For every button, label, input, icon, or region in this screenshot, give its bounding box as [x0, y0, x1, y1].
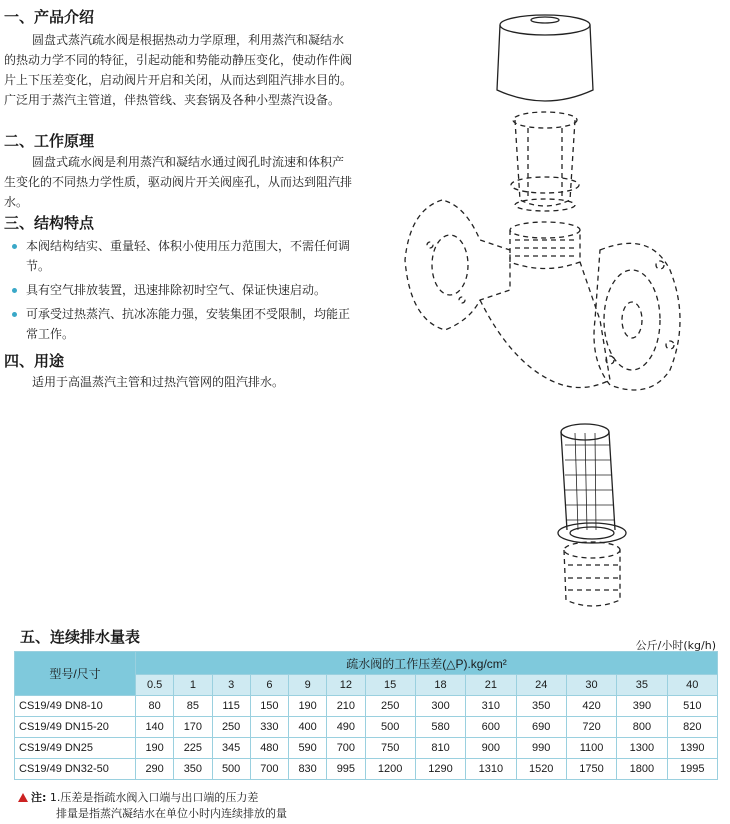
- value-cell: 1390: [667, 738, 717, 759]
- value-cell: 900: [466, 738, 516, 759]
- table-row: [15, 717, 718, 738]
- table-row: [15, 738, 718, 759]
- value-cell: 300: [415, 696, 465, 717]
- value-cell: 480: [250, 738, 288, 759]
- section-title-table: 五、连续排水量表: [20, 628, 141, 646]
- note-label: 注:: [31, 791, 47, 804]
- pressure-header: 30: [566, 675, 616, 696]
- value-cell: 810: [415, 738, 465, 759]
- warning-triangle-icon: [18, 793, 28, 802]
- value-cell: 390: [617, 696, 667, 717]
- feature-text: 可承受过热蒸汽、抗冰冻能力强，安装集团不受限制，均能正常工作。: [26, 307, 351, 341]
- value-cell: 190: [289, 696, 327, 717]
- value-cell: 990: [516, 738, 566, 759]
- pressure-header: 0.5: [136, 675, 174, 696]
- value-cell: 85: [174, 696, 212, 717]
- intro-text: 圆盘式蒸汽疏水阀是根据热动力学原理，利用蒸汽和凝结水的热动力学不同的特征，引起动能和势能动静压变化，使动作件阀片上下压差变化，启动阀片开启和关闭，从而达到阻汽排水目的。广泛用于蒸汽主管道，伴热管线、夹套锅及各种小型蒸汽设备。: [4, 33, 353, 107]
- value-cell: 600: [466, 717, 516, 738]
- valve-body-illustration: [405, 112, 680, 390]
- footnote: [18, 790, 287, 822]
- pressure-header: 35: [617, 675, 667, 696]
- unit-label: 公斤/小时(kg/h): [635, 639, 716, 652]
- usage-text: 适用于高温蒸汽主管和过热汽管网的阻汽排水。: [32, 375, 285, 389]
- value-cell: 500: [212, 759, 250, 780]
- value-cell: 330: [250, 717, 288, 738]
- discharge-table: [14, 651, 718, 780]
- value-cell: 995: [327, 759, 365, 780]
- pressure-header: 18: [415, 675, 465, 696]
- value-cell: 210: [327, 696, 365, 717]
- bullet-dot-icon: [12, 312, 17, 317]
- value-cell: 115: [212, 696, 250, 717]
- value-cell: 150: [250, 696, 288, 717]
- pressure-header: 24: [516, 675, 566, 696]
- value-cell: 170: [174, 717, 212, 738]
- value-cell: 190: [136, 738, 174, 759]
- model-cell: CS19/49 DN32-50: [15, 759, 136, 780]
- value-cell: 1200: [365, 759, 415, 780]
- feature-item: [4, 236, 354, 276]
- section-title-usage: 四、用途: [4, 352, 65, 370]
- model-cell: CS19/49 DN15-20: [15, 717, 136, 738]
- value-cell: 720: [566, 717, 616, 738]
- feature-item: [4, 304, 354, 344]
- value-cell: 700: [327, 738, 365, 759]
- model-column-header: 型号/尺寸: [15, 652, 136, 696]
- pressure-header: 6: [250, 675, 288, 696]
- pressure-header: 12: [327, 675, 365, 696]
- value-cell: 345: [212, 738, 250, 759]
- value-cell: 350: [516, 696, 566, 717]
- value-cell: 590: [289, 738, 327, 759]
- note-line-2: 排量是指蒸汽凝结水在单位小时内连续排放的量: [56, 807, 287, 820]
- table-row: [15, 759, 718, 780]
- model-cell: CS19/49 DN8-10: [15, 696, 136, 717]
- pressure-group-header: 疏水阀的工作压差(△P).kg/cm²: [136, 652, 718, 675]
- value-cell: 1300: [617, 738, 667, 759]
- pressure-header: 15: [365, 675, 415, 696]
- value-cell: 350: [174, 759, 212, 780]
- feature-text: 本阀结构结实、重量轻、体积小使用压力范围大，不需任何调节。: [26, 239, 351, 273]
- value-cell: 800: [617, 717, 667, 738]
- bullet-dot-icon: [12, 288, 17, 293]
- pressure-header: 21: [466, 675, 516, 696]
- pressure-header: 40: [667, 675, 717, 696]
- value-cell: 700: [250, 759, 288, 780]
- value-cell: 1290: [415, 759, 465, 780]
- bullet-dot-icon: [12, 244, 17, 249]
- valve-cap-illustration: [497, 15, 593, 101]
- value-cell: 1310: [466, 759, 516, 780]
- value-cell: 830: [289, 759, 327, 780]
- value-cell: 1800: [617, 759, 667, 780]
- feature-item: [4, 280, 354, 300]
- note-line-1: 1.压差是指疏水阀入口端与出口端的压力差: [49, 791, 259, 804]
- pressure-header: 9: [289, 675, 327, 696]
- value-cell: 250: [212, 717, 250, 738]
- value-cell: 1995: [667, 759, 717, 780]
- value-cell: 1520: [516, 759, 566, 780]
- value-cell: 490: [327, 717, 365, 738]
- value-cell: 690: [516, 717, 566, 738]
- value-cell: 820: [667, 717, 717, 738]
- value-cell: 750: [365, 738, 415, 759]
- value-cell: 290: [136, 759, 174, 780]
- value-cell: 310: [466, 696, 516, 717]
- value-cell: 420: [566, 696, 616, 717]
- table-row: [15, 696, 718, 717]
- section-title-intro: 一、产品介绍: [4, 8, 95, 26]
- pressure-header: 3: [212, 675, 250, 696]
- value-cell: 250: [365, 696, 415, 717]
- plug-illustration: [564, 542, 620, 606]
- value-cell: 580: [415, 717, 465, 738]
- strainer-illustration: [558, 424, 626, 543]
- value-cell: 400: [289, 717, 327, 738]
- model-cell: CS19/49 DN25: [15, 738, 136, 759]
- value-cell: 140: [136, 717, 174, 738]
- principle-text: 圆盘式疏水阀是利用蒸汽和凝结水通过阀孔时流速和体积产生变化的不同热力学性质，驱动阀片开关阀座孔，从而达到阻汽排水。: [4, 155, 353, 209]
- value-cell: 510: [667, 696, 717, 717]
- pressure-header: 1: [174, 675, 212, 696]
- value-cell: 225: [174, 738, 212, 759]
- value-cell: 500: [365, 717, 415, 738]
- features-list: [4, 236, 354, 348]
- section-title-features: 三、结构特点: [4, 214, 95, 232]
- value-cell: 80: [136, 696, 174, 717]
- exploded-valve-diagram: [370, 0, 730, 610]
- value-cell: 1100: [566, 738, 616, 759]
- feature-text: 具有空气排放装置，迅速排除初时空气、保证快速启动。: [26, 283, 327, 297]
- value-cell: 1750: [566, 759, 616, 780]
- section-title-principle: 二、工作原理: [4, 132, 95, 150]
